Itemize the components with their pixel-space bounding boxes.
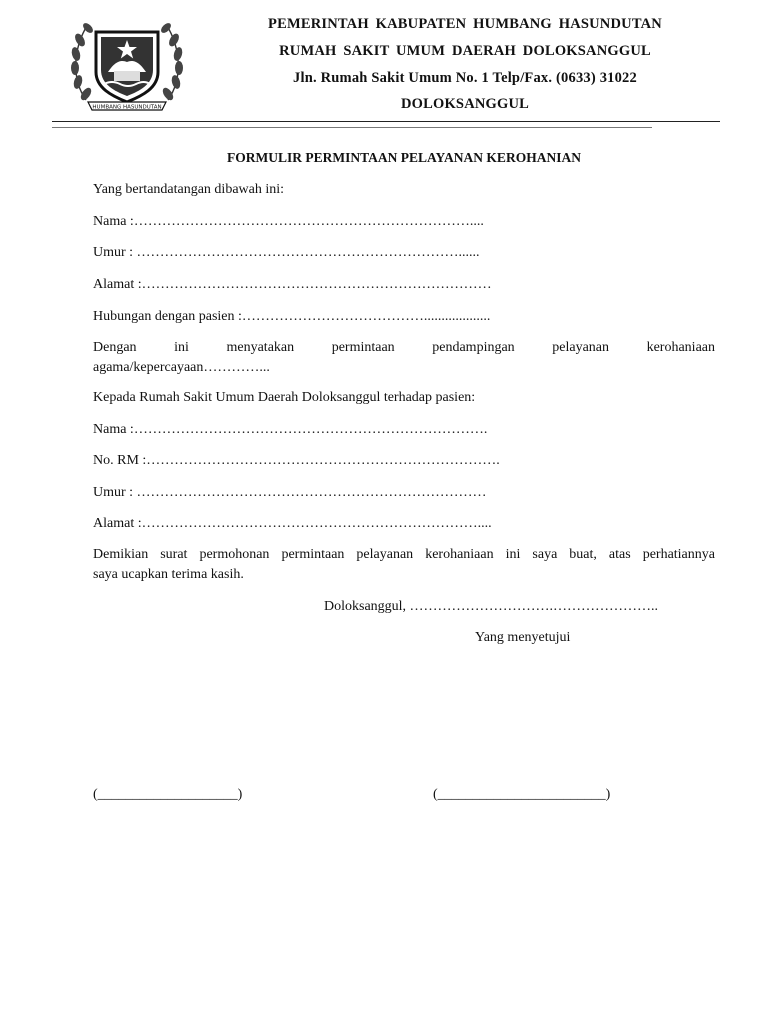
letterhead-divider: [52, 121, 720, 122]
letterhead-hospital: RUMAH SAKIT UMUM DAERAH DOLOKSANGGUL: [279, 43, 651, 59]
letterhead-government: PEMERINTAH KABUPATEN HUMBANG HASUNDUTAN: [268, 16, 662, 32]
letterhead-city: DOLOKSANGGUL: [400, 96, 530, 112]
letterhead-address: Jln. Rumah Sakit Umum No. 1 Telp/Fax. (0633) 31022: [293, 70, 637, 86]
regency-emblem-icon: [66, 10, 188, 114]
intro-text: Yang bertandatangan dibawah ini:: [93, 182, 285, 197]
statement-line-1: Dengan ini menyatakan permintaan pendampingan pelayanan kerohaniaan: [93, 340, 715, 355]
patient-name-field[interactable]: Nama :………………………………………………………………….: [93, 422, 488, 437]
closing-paragraph: [93, 545, 715, 585]
patient-address-field[interactable]: Alamat :………………………………………………………………....: [93, 516, 492, 531]
place-date-field[interactable]: Doloksanggul, ………………………….…………………..: [324, 599, 659, 614]
closing-line-2: saya ucapkan terima kasih.: [93, 567, 244, 582]
emblem-ribbon-text: HUMBANG HASUNDUTAN: [92, 104, 162, 111]
patient-rm-field[interactable]: No. RM :………………………………………………………………….: [93, 453, 500, 468]
relationship-field[interactable]: Hubungan dengan pasien :…………………………………...................: [93, 309, 491, 324]
form-title: FORMULIR PERMINTAAN PELAYANAN KEROHANIAN: [227, 150, 581, 165]
letterhead-divider-thin: [52, 127, 652, 128]
statement-line-2[interactable]: agama/kepercayaan…………...: [93, 360, 270, 375]
signature-right[interactable]: (________________________): [433, 787, 611, 802]
approver-label: Yang menyetujui: [475, 630, 571, 645]
to-hospital-text: Kepada Rumah Sakit Umum Daerah Doloksanggul terhadap pasien:: [93, 390, 476, 405]
applicant-address-field[interactable]: Alamat :…………………………………………………………………: [93, 277, 492, 292]
applicant-age-field[interactable]: Umur : ……………………………………………………………......: [93, 245, 480, 260]
applicant-name-field[interactable]: Nama :………………………………………………………………....: [93, 214, 484, 229]
closing-line-1: Demikian surat permohonan permintaan pelayanan kerohaniaan ini saya buat, atas perhatiannya: [93, 547, 715, 562]
statement-paragraph: [93, 338, 715, 378]
patient-age-field[interactable]: Umur : …………………………………………………………………: [93, 485, 487, 500]
signature-left[interactable]: (____________________): [93, 787, 243, 802]
